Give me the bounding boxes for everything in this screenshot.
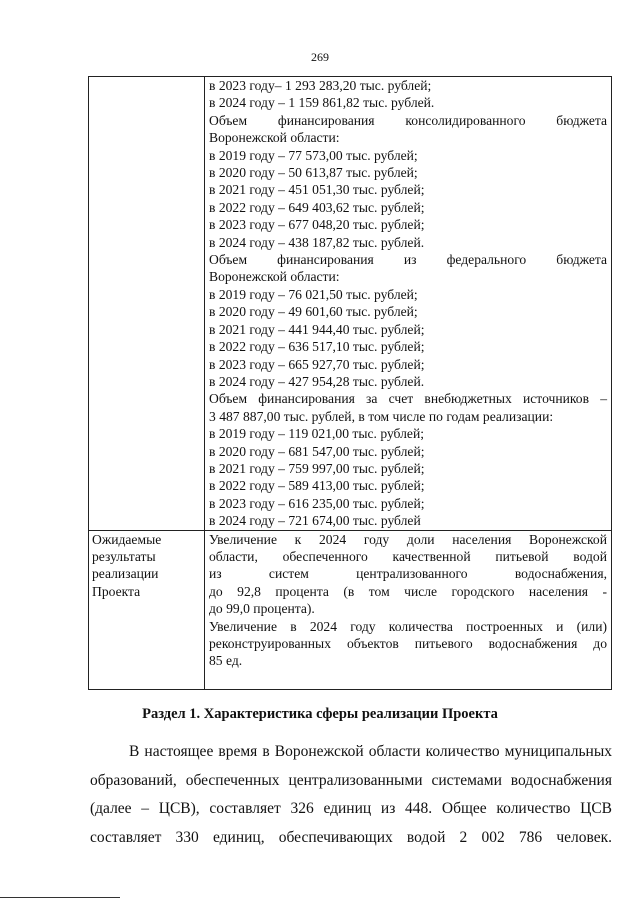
expected-results-label-line: Ожидаемые: [92, 531, 162, 547]
result-line: из систем централизованного водоснабжения,: [209, 566, 607, 582]
funding-line: в 2023 году – 677 048,20 тыс. рублей;: [209, 217, 425, 233]
funding-line: в 2022 году – 649 403,62 тыс. рублей;: [209, 199, 425, 215]
result-line: области, обеспеченного качественной питьевой водой: [209, 548, 607, 564]
funding-line: в 2023 году– 1 293 283,20 тыс. рублей;: [209, 78, 432, 93]
paragraph-line: (далее – ЦСВ), составляет 326 единиц из 448. Общее количество ЦСВ: [90, 800, 612, 817]
funding-line: в 2019 году – 119 021,00 тыс. рублей;: [209, 426, 425, 442]
cell-bottom-gap: [209, 670, 607, 689]
funding-row: [89, 77, 612, 531]
funding-heading-line: Объем финансирования консолидированного бюджета: [209, 112, 607, 128]
funding-heading-line: Воронежской области:: [209, 269, 340, 285]
funding-heading-line: 3 487 887,00 тыс. рублей, в том числе по годам реализации:: [209, 408, 554, 424]
paragraph-line: составляет 330 единиц, обеспечивающих водой 2 002 786 человек.: [90, 828, 612, 846]
expected-results-label-line: результаты: [92, 548, 156, 564]
funding-heading-line: Объем финансирования за счет внебюджетных источников –: [209, 391, 607, 407]
expected-results-cell: [205, 530, 612, 689]
funding-line: в 2023 году – 616 235,00 тыс. рублей;: [209, 495, 425, 511]
expected-results-label-cell: [89, 530, 205, 689]
funding-line: в 2021 году – 451 051,30 тыс. рублей;: [209, 182, 425, 198]
result-line: до 92,8 процента (в том числе городского населения -: [209, 583, 607, 599]
result-line: 85 ед.: [209, 653, 243, 669]
expected-results-label-line: реализации: [92, 566, 159, 582]
funding-line: в 2024 году – 1 159 861,82 тыс. рублей.: [209, 95, 435, 111]
footer-rule: [0, 897, 120, 898]
result-line: Увеличение в 2024 году количества построенных и (или): [209, 618, 607, 634]
result-line: Увеличение к 2024 году доли населения Воронежской: [209, 531, 607, 547]
funding-line: в 2024 году – 438 187,82 тыс. рублей.: [209, 234, 425, 250]
funding-line: в 2020 году – 681 547,00 тыс. рублей;: [209, 443, 425, 459]
result-line: реконструированных объектов питьевого водоснабжения до: [209, 636, 607, 651]
funding-line: в 2020 году – 49 601,60 тыс. рублей;: [209, 304, 418, 320]
expected-results-label-line: Проекта: [92, 583, 141, 599]
funding-line: в 2022 году – 589 413,00 тыс. рублей;: [209, 478, 425, 494]
funding-line: в 2024 году – 721 674,00 тыс. рублей: [209, 513, 421, 529]
funding-line: в 2019 году – 76 021,50 тыс. рублей;: [209, 286, 418, 302]
paragraph-line: образований, обеспеченных централизованными системами водоснабжения: [90, 771, 612, 789]
funding-line: в 2023 году – 665 927,70 тыс. рублей;: [209, 356, 425, 372]
funding-line: в 2024 году – 427 954,28 тыс. рублей.: [209, 373, 425, 389]
funding-heading-line: Воронежской области:: [209, 130, 340, 146]
passport-table: [88, 76, 612, 690]
body-paragraph: [90, 738, 612, 852]
funding-details-cell: [205, 77, 612, 531]
expected-results-row: [89, 530, 612, 689]
funding-line: в 2020 году – 50 613,87 тыс. рублей;: [209, 165, 418, 181]
section-title: Раздел 1. Характеристика сферы реализации Проекта: [142, 706, 498, 722]
page-number: 269: [311, 50, 329, 64]
funding-row-label-cell: [89, 77, 205, 531]
funding-line: в 2019 году – 77 573,00 тыс. рублей;: [209, 147, 418, 163]
funding-line: в 2021 году – 759 997,00 тыс. рублей;: [209, 460, 425, 476]
funding-heading-line: Объем финансирования из федерального бюджета: [209, 252, 607, 268]
funding-line: в 2022 году – 636 517,10 тыс. рублей;: [209, 339, 425, 355]
funding-line: в 2021 году – 441 944,40 тыс. рублей;: [209, 321, 425, 337]
result-line: до 99,0 процента).: [209, 601, 315, 617]
paragraph-line: В настоящее время в Воронежской области количество муниципальных: [129, 743, 612, 760]
